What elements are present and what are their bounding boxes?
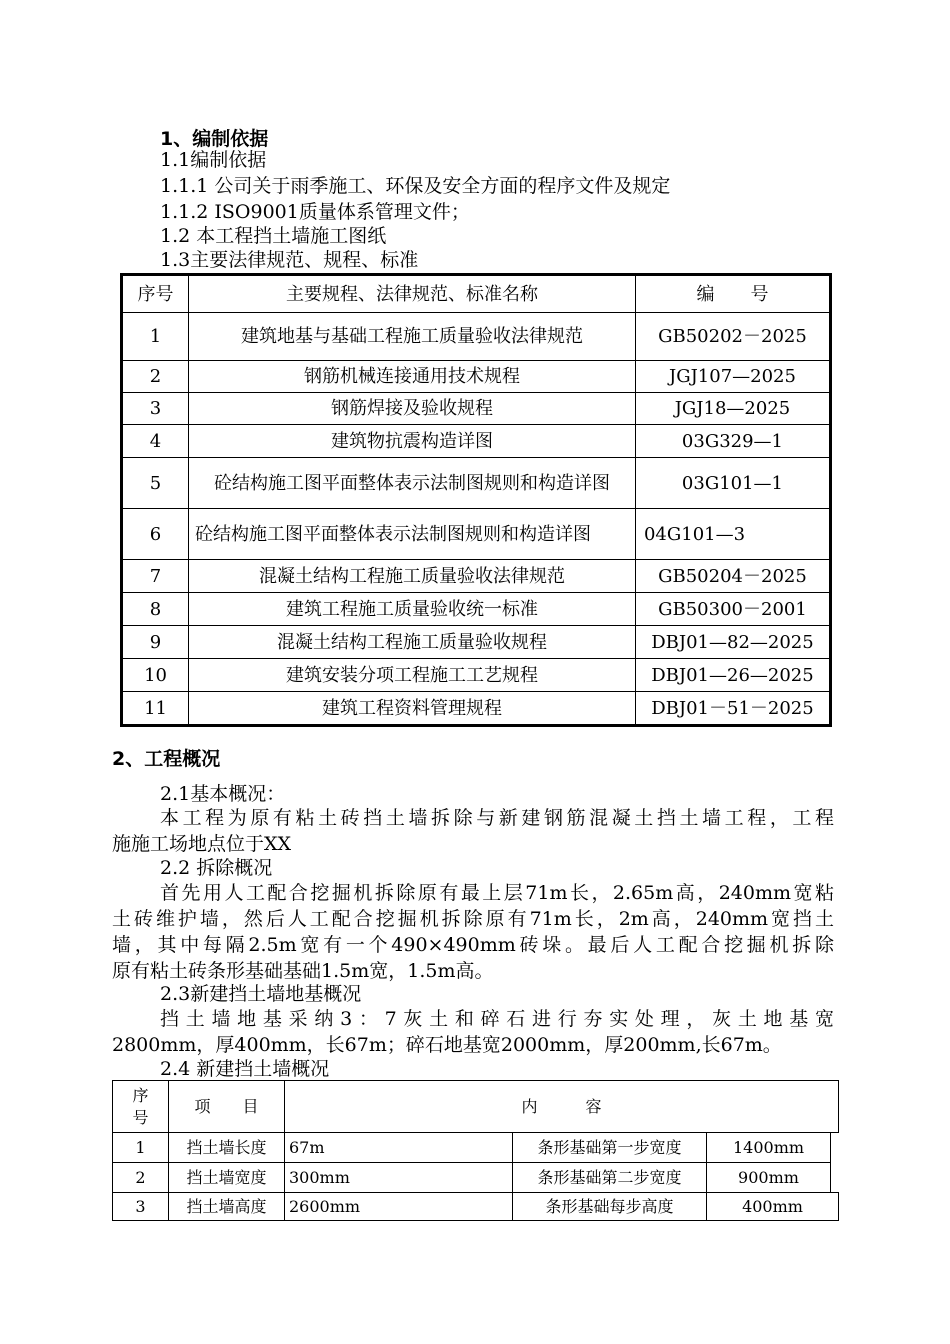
para-2-1-line2: 施施工场地点位于XX	[112, 833, 292, 855]
row-value: 300mm	[285, 1163, 513, 1193]
row-item: 挡土墙高度	[169, 1193, 285, 1221]
para-2-3-line1: 挡土墙地基采纳3：7灰土和碎石进行夯实处理，灰土地基宽	[160, 1008, 834, 1030]
header-name: 主要规程、法律规范、标准名称	[189, 275, 636, 313]
row-name: 钢筋机械连接通用技术规程	[189, 361, 636, 393]
row-item: 挡土墙长度	[169, 1133, 285, 1163]
row-code: JGJ107—2025	[635, 361, 830, 393]
section-2-2: 2.2 拆除概况	[160, 857, 273, 879]
row-name: 钢筋焊接及验收规程	[189, 393, 636, 425]
table-row	[122, 692, 831, 726]
section-1-1: 1.1编制依据	[160, 149, 267, 171]
overview-header-item: 项 目	[169, 1081, 285, 1133]
para-2-3-line2: 2800mm，厚400mm，长67m；碎石地基宽2000mm，厚200mm,长67m。	[112, 1034, 782, 1056]
row-no: 9	[122, 626, 189, 659]
row-no: 7	[122, 560, 189, 593]
overview-table	[112, 1080, 839, 1221]
row-no: 5	[122, 458, 189, 509]
row-gap	[831, 1133, 839, 1163]
table-row	[122, 560, 831, 593]
header-code: 编 号	[635, 275, 830, 313]
section-2-4: 2.4 新建挡土墙概况	[160, 1058, 330, 1080]
row-code: 03G329—1	[635, 425, 830, 458]
row-item2: 条形基础第一步宽度	[513, 1133, 707, 1163]
section-1-1-1: 1.1.1 公司关于雨季施工、环保及安全方面的程序文件及规定	[160, 175, 671, 197]
header-no: 序号	[122, 275, 189, 313]
section-1-3: 1.3主要法律规范、规程、标准	[160, 249, 419, 271]
row-code: GB50202－2025	[635, 313, 830, 361]
table-row	[113, 1133, 839, 1163]
row-code: 04G101—3	[635, 509, 830, 560]
row-name: 建筑安装分项工程施工工艺规程	[189, 659, 636, 692]
row-value2: 1400mm	[707, 1133, 831, 1163]
table-row	[122, 509, 831, 560]
overview-header-no-text: 序号	[132, 1085, 149, 1127]
table-row	[113, 1193, 839, 1221]
row-value: 67m	[285, 1133, 513, 1163]
standards-table	[120, 273, 832, 727]
table-row	[122, 425, 831, 458]
row-no: 3	[113, 1193, 169, 1221]
row-name: 砼结构施工图平面整体表示法制图规则和构造详图	[189, 509, 636, 560]
row-name: 混凝土结构工程施工质量验收规程	[189, 626, 636, 659]
row-name: 砼结构施工图平面整体表示法制图规则和构造详图	[189, 458, 636, 509]
table-row	[122, 626, 831, 659]
row-no: 1	[122, 313, 189, 361]
row-no: 8	[122, 593, 189, 626]
row-gap	[831, 1163, 839, 1193]
row-no: 6	[122, 509, 189, 560]
overview-header-no	[113, 1081, 169, 1133]
para-2-2-line4: 原有粘土砖条形基础基础1.5m宽，1.5m高。	[112, 960, 494, 982]
row-code: GB50300－2001	[635, 593, 830, 626]
overview-header-content: 内 容	[285, 1081, 839, 1133]
overview-header-row	[113, 1081, 839, 1133]
row-item2: 条形基础第二步宽度	[513, 1163, 707, 1193]
row-item: 挡土墙宽度	[169, 1163, 285, 1193]
para-2-2-line3: 墙，其中每隔2.5m宽有一个490×490mm砖垛。最后人工配合挖掘机拆除	[112, 934, 834, 956]
section-2-heading: 2、工程概况	[112, 748, 221, 770]
row-value2: 400mm	[707, 1193, 839, 1221]
row-name: 建筑工程施工质量验收统一标准	[189, 593, 636, 626]
row-no: 4	[122, 425, 189, 458]
section-2-1: 2.1基本概况：	[160, 783, 286, 805]
row-code: DBJ01—26—2025	[635, 659, 830, 692]
row-name: 建筑地基与基础工程施工质量验收法律规范	[189, 313, 636, 361]
table-row	[122, 361, 831, 393]
row-item2: 条形基础每步高度	[513, 1193, 707, 1221]
table-header-row	[122, 275, 831, 313]
table-row	[122, 313, 831, 361]
row-no: 2	[122, 361, 189, 393]
row-value: 2600mm	[285, 1193, 513, 1221]
row-name: 建筑工程资料管理规程	[189, 692, 636, 726]
row-value2: 900mm	[707, 1163, 831, 1193]
row-no: 3	[122, 393, 189, 425]
para-2-1-line1: 本工程为原有粘土砖挡土墙拆除与新建钢筋混凝土挡土墙工程，工程	[160, 807, 834, 829]
row-code: JGJ18—2025	[635, 393, 830, 425]
para-2-2-line1: 首先用人工配合挖掘机拆除原有最上层71m长，2.65m高，240mm宽粘	[160, 882, 834, 904]
row-no: 11	[122, 692, 189, 726]
row-name: 建筑物抗震构造详图	[189, 425, 636, 458]
row-no: 1	[113, 1133, 169, 1163]
table-row	[113, 1163, 839, 1193]
section-2-3: 2.3新建挡土墙地基概况	[160, 983, 362, 1005]
row-code: GB50204－2025	[635, 560, 830, 593]
table-row	[122, 593, 831, 626]
row-code: DBJ01－51－2025	[635, 692, 830, 726]
table-row	[122, 393, 831, 425]
para-2-2-line2: 土砖维护墙，然后人工配合挖掘机拆除原有71m长，2m高，240mm宽挡土	[112, 908, 834, 930]
table-row	[122, 659, 831, 692]
row-no: 2	[113, 1163, 169, 1193]
table-row	[122, 458, 831, 509]
row-name: 混凝土结构工程施工质量验收法律规范	[189, 560, 636, 593]
row-no: 10	[122, 659, 189, 692]
row-code: DBJ01—82—2025	[635, 626, 830, 659]
section-1-2: 1.2 本工程挡土墙施工图纸	[160, 225, 387, 247]
row-code: 03G101—1	[635, 458, 830, 509]
section-1-heading: 1、编制依据	[160, 128, 269, 150]
section-1-1-2: 1.1.2 ISO9001质量体系管理文件；	[160, 201, 470, 223]
